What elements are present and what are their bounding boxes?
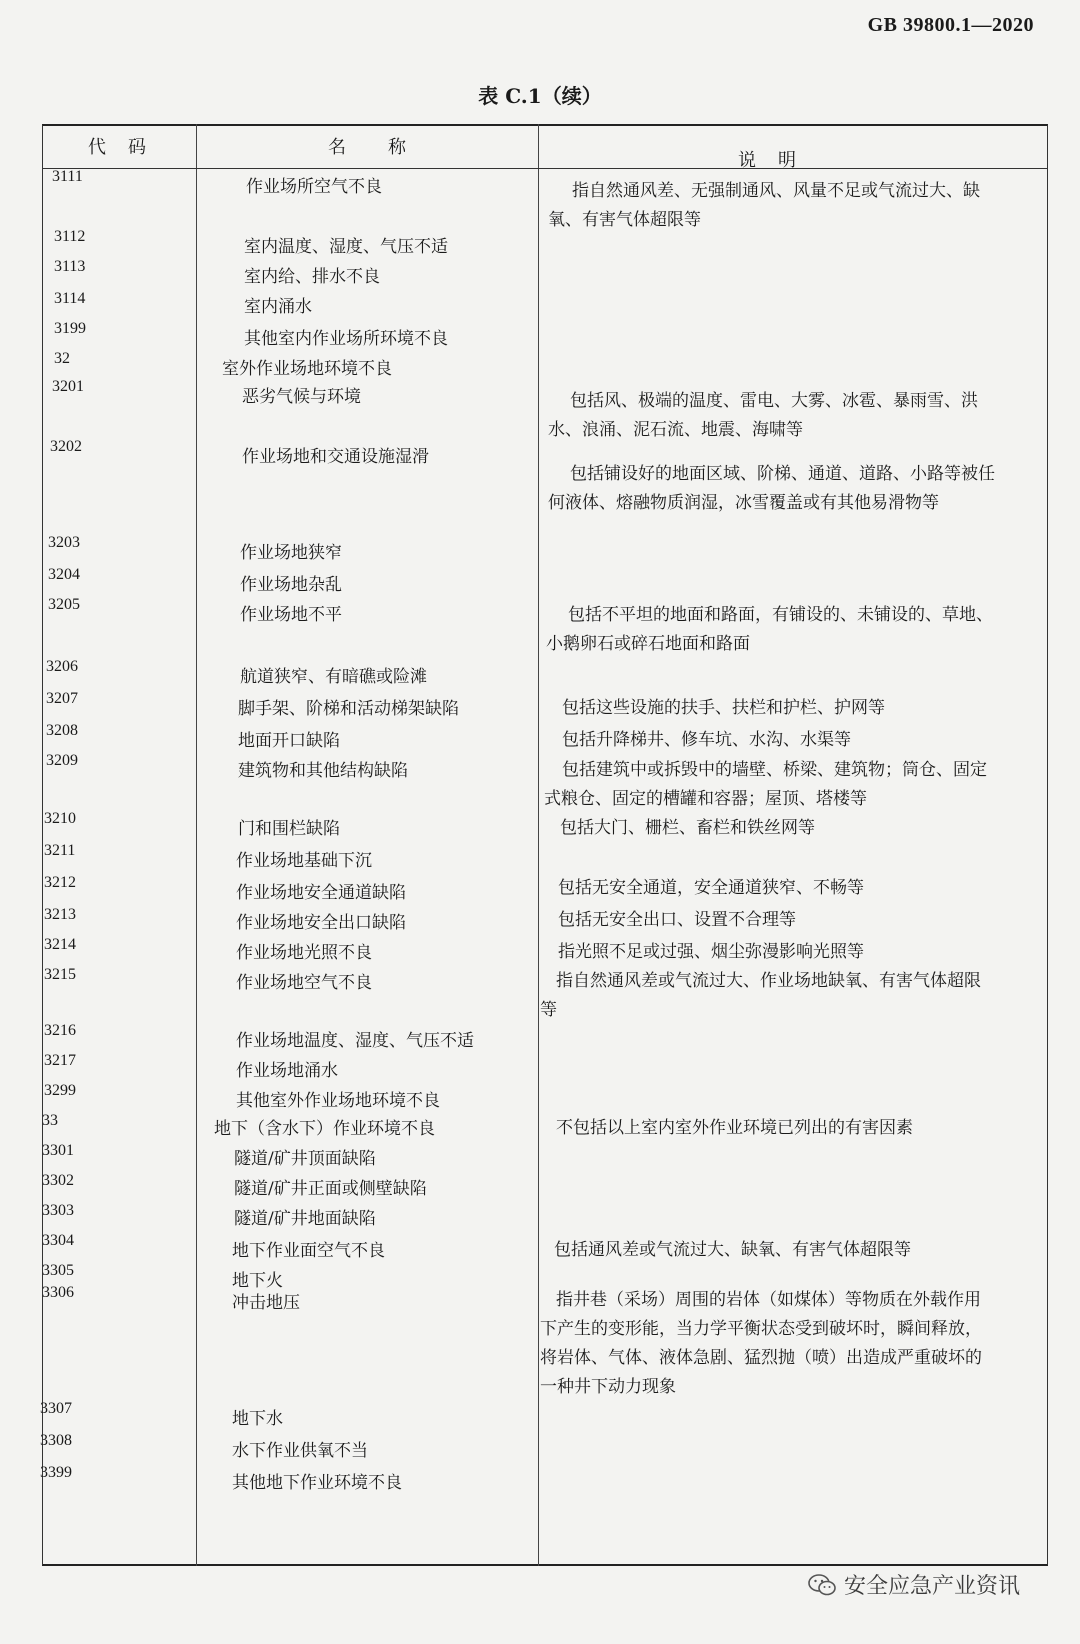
row-name: 室外作业场地环境不良 <box>222 359 392 379</box>
row-code: 3199 <box>54 320 86 337</box>
row-name: 其他地下作业环境不良 <box>232 1473 402 1493</box>
watermark-text: 安全应急产业资讯 <box>843 1574 1020 1599</box>
watermark <box>808 1569 1020 1600</box>
row-description: 包括升降梯井、修车坑、水沟、水渠等 <box>562 730 851 750</box>
row-code: 3216 <box>44 1022 76 1039</box>
row-code: 3214 <box>44 936 76 953</box>
row-name: 作业场地和交通设施湿滑 <box>242 447 429 467</box>
wechat-icon <box>808 1574 836 1596</box>
row-name: 冲击地压 <box>232 1293 300 1313</box>
row-name: 航道狭窄、有暗礁或险滩 <box>240 667 427 687</box>
column-divider <box>196 124 197 1566</box>
row-name: 水下作业供氧不当 <box>232 1441 368 1461</box>
row-code: 3306 <box>42 1284 74 1301</box>
row-code: 3210 <box>44 810 76 827</box>
row-code: 33 <box>42 1112 58 1129</box>
row-code: 3206 <box>46 658 78 675</box>
row-name: 脚手架、阶梯和活动梯架缺陷 <box>238 699 459 719</box>
column-header-description: 说 明 <box>738 150 798 171</box>
row-name: 地面开口缺陷 <box>238 731 340 751</box>
row-name: 地下（含水下）作业环境不良 <box>214 1119 435 1139</box>
row-description: 不包括以上室内室外作业环境已列出的有害因素 <box>556 1118 913 1138</box>
row-name: 作业场地安全通道缺陷 <box>236 883 406 903</box>
row-name: 作业场地温度、湿度、气压不适 <box>236 1031 474 1051</box>
row-name: 作业场地狭窄 <box>240 543 342 563</box>
row-description: 包括无安全通道，安全通道狭窄、不畅等 <box>558 878 864 898</box>
row-name: 地下火 <box>232 1271 283 1291</box>
row-code: 3201 <box>52 378 84 395</box>
row-code: 3212 <box>44 874 76 891</box>
row-name: 隧道/矿井地面缺陷 <box>234 1209 376 1229</box>
row-description: 包括铺设好的地面区域、阶梯、通道、道路、小路等被任何液体、熔融物质润湿，冰雪覆盖或有其他易滑物等 <box>548 464 995 513</box>
row-code: 3114 <box>54 290 86 307</box>
row-code: 3205 <box>48 596 80 613</box>
row-code: 3215 <box>44 966 76 983</box>
row-code: 3211 <box>44 842 76 859</box>
row-code: 3305 <box>42 1262 74 1279</box>
column-header-name: 名 称 <box>328 137 408 158</box>
row-name: 门和围栏缺陷 <box>238 819 340 839</box>
row-description: 包括风、极端的温度、雷电、大雾、冰雹、暴雨雪、洪水、浪涌、泥石流、地震、海啸等 <box>548 391 978 440</box>
row-description: 包括这些设施的扶手、扶栏和护栏、护网等 <box>562 698 885 718</box>
row-name: 室内给、排水不良 <box>244 267 380 287</box>
row-code: 3307 <box>40 1400 72 1417</box>
row-code: 3304 <box>42 1232 74 1249</box>
row-description: 指自然通风差或气流过大、作业场地缺氧、有害气体超限等 <box>540 971 981 1020</box>
row-name: 隧道/矿井顶面缺陷 <box>234 1149 376 1169</box>
row-code: 3204 <box>48 566 80 583</box>
row-code: 3207 <box>46 690 78 707</box>
row-code: 3303 <box>42 1202 74 1219</box>
row-code: 3202 <box>50 438 82 455</box>
row-name: 地下水 <box>232 1409 283 1429</box>
row-code: 3208 <box>46 722 78 739</box>
table-title: 表 C.1（续） <box>478 84 602 108</box>
row-name: 室内温度、湿度、气压不适 <box>244 237 448 257</box>
row-name: 地下作业面空气不良 <box>232 1241 385 1261</box>
row-code: 3203 <box>48 534 80 551</box>
row-code: 3111 <box>52 168 83 185</box>
row-name: 作业场地杂乱 <box>240 575 342 595</box>
row-code: 3299 <box>44 1082 76 1099</box>
row-name: 作业场地空气不良 <box>236 973 372 993</box>
row-name: 隧道/矿井正面或侧壁缺陷 <box>234 1179 427 1199</box>
row-name: 其他室外作业场地环境不良 <box>236 1091 440 1111</box>
header-divider <box>42 168 1048 169</box>
row-name: 作业场所空气不良 <box>246 177 382 197</box>
row-code: 3217 <box>44 1052 76 1069</box>
row-description: 包括建筑中或拆毁中的墙壁、桥梁、建筑物；筒仓、固定式粮仓、固定的槽罐和容器；屋顶、塔楼等 <box>544 760 987 809</box>
row-code: 3308 <box>40 1432 72 1449</box>
row-name: 作业场地涌水 <box>236 1061 338 1081</box>
row-description: 包括通风差或气流过大、缺氧、有害气体超限等 <box>554 1240 911 1260</box>
row-code: 32 <box>54 350 70 367</box>
row-name: 作业场地不平 <box>240 605 342 625</box>
row-code: 3213 <box>44 906 76 923</box>
column-header-code: 代 码 <box>88 137 148 158</box>
standard-code: GB 39800.1—2020 <box>867 14 1034 36</box>
row-description: 包括大门、栅栏、畜栏和铁丝网等 <box>560 818 815 838</box>
row-name: 恶劣气候与环境 <box>242 387 361 407</box>
row-code: 3209 <box>46 752 78 769</box>
row-description: 指自然通风差、无强制通风、风量不足或气流过大、缺氧、有害气体超限等 <box>548 181 980 230</box>
row-name: 其他室内作业场所环境不良 <box>244 329 448 349</box>
row-code: 3112 <box>54 228 86 245</box>
column-divider <box>538 124 539 1566</box>
row-code: 3399 <box>40 1464 72 1481</box>
row-name: 室内涌水 <box>244 297 312 317</box>
row-code: 3113 <box>54 258 86 275</box>
row-name: 作业场地基础下沉 <box>236 851 372 871</box>
row-code: 3301 <box>42 1142 74 1159</box>
row-name: 建筑物和其他结构缺陷 <box>238 761 408 781</box>
row-description: 指光照不足或过强、烟尘弥漫影响光照等 <box>558 942 864 962</box>
row-description: 指井巷（采场）周围的岩体（如煤体）等物质在外载作用下产生的变形能，当力学平衡状态受到破坏时，瞬间释放，将岩体、气体、液体急剧、猛烈抛（喷）出造成严重破坏的一种井下动力现象 <box>540 1290 982 1397</box>
row-name: 作业场地光照不良 <box>236 943 372 963</box>
row-code: 3302 <box>42 1172 74 1189</box>
row-name: 作业场地安全出口缺陷 <box>236 913 406 933</box>
row-description: 包括无安全出口、设置不合理等 <box>558 910 796 930</box>
row-description: 包括不平坦的地面和路面，有铺设的、未铺设的、草地、小鹅卵石或碎石地面和路面 <box>546 605 993 654</box>
